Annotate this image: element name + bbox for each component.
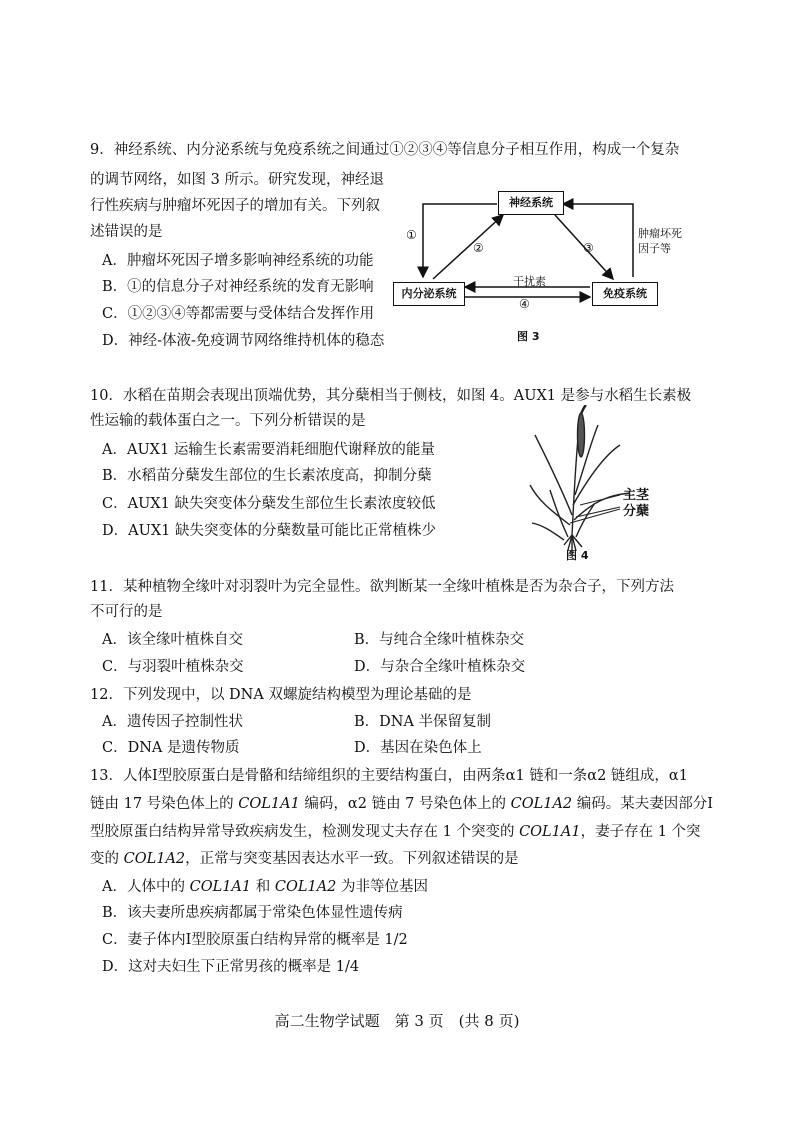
rice-plant-illustration bbox=[520, 405, 690, 565]
marker-2: ② bbox=[473, 241, 484, 255]
gene-col1a2: COL1A2 bbox=[123, 851, 186, 867]
q11-stem-line1: 11．某种植物全缘叶对羽裂叶为完全显性。欲判断某一全缘叶植株是否为杂合子，下列方法 bbox=[90, 579, 674, 595]
q9-stem-line1: 9．神经系统、内分泌系统与免疫系统之间通过①②③④等信息分子相互作用，构成一个复杂 bbox=[90, 142, 680, 158]
page-footer: 高二生物学试题 第 3 页 (共 8 页) bbox=[274, 1012, 520, 1030]
tnf-label-line2: 因子等 bbox=[638, 242, 671, 255]
tnf-label-line1: 肿瘤坏死 bbox=[638, 227, 682, 240]
nervous-system-box: 神经系统 bbox=[498, 191, 564, 215]
q10-option-c: C．AUX1 缺失突变体分蘖发生部位生长素浓度较低 bbox=[102, 496, 436, 512]
figure-3 bbox=[385, 185, 695, 350]
q11-option-b: B．与纯合全缘叶植株杂交 bbox=[354, 632, 525, 648]
figure-3-caption: 图 3 bbox=[517, 330, 540, 343]
q11-option-d: D．与杂合全缘叶植株杂交 bbox=[354, 659, 526, 675]
q10-option-b: B．水稻苗分蘖发生部位的生长素浓度高，抑制分蘖 bbox=[102, 468, 432, 484]
q10-stem-line1: 10．水稻在苗期会表现出顶端优势，其分蘖相当于侧枝，如图 4。AUX1 是参与水稻生长素极 bbox=[90, 388, 692, 404]
marker-1: ① bbox=[406, 228, 417, 242]
q12-option-d: D．基因在染色体上 bbox=[354, 740, 482, 756]
gene-col1a2: COL1A2 bbox=[274, 879, 337, 895]
q13-line2-part3: 编码。某夫妻因部分I bbox=[572, 796, 714, 812]
q9-stem-line4: 述错误的是 bbox=[90, 224, 163, 240]
immune-system-box: 免疫系统 bbox=[592, 282, 658, 306]
q9-stem-line2: 的调节网络，如图 3 所示。研究发现，神经退 bbox=[90, 172, 384, 188]
q13-option-c: C．妻子体内I型胶原蛋白结构异常的概率是 1/2 bbox=[102, 932, 408, 948]
q11-stem-line2: 不可行的是 bbox=[90, 604, 163, 620]
q11-option-a: A．该全缘叶植株自交 bbox=[102, 632, 243, 648]
q13-option-a-part3: 为非等位基因 bbox=[336, 879, 429, 895]
q10-stem-line2: 性运输的载体蛋白之一。下列分析错误的是 bbox=[90, 413, 366, 429]
q13-line3-part1: 型胶原蛋白结构异常导致疾病发生，检测发现丈夫存在 1 个突变的 bbox=[90, 824, 520, 840]
figure-4 bbox=[520, 405, 690, 565]
q13-option-a-part2: 和 bbox=[251, 879, 275, 895]
q12-stem: 12．下列发现中，以 DNA 双螺旋结构模型为理论基础的是 bbox=[90, 687, 472, 703]
q12-option-c: C．DNA 是遗传物质 bbox=[102, 740, 240, 756]
gene-col1a2: COL1A2 bbox=[510, 796, 573, 812]
gene-col1a1: COL1A1 bbox=[238, 796, 300, 812]
q13-line4-part2: ，正常与突变基因表达水平一致。下列叙述错误的是 bbox=[185, 851, 519, 867]
q13-line3-part2: ，妻子存在 1 个突 bbox=[580, 824, 701, 840]
q13-stem-line4 bbox=[90, 849, 519, 869]
q10-option-a: A．AUX1 运输生长素需要消耗细胞代谢释放的能量 bbox=[102, 442, 435, 458]
q9-option-a: A．肿瘤坏死因子增多影响神经系统的功能 bbox=[102, 253, 374, 269]
figure-4-caption: 图 4 bbox=[566, 549, 589, 562]
q13-line4-part1: 变的 bbox=[90, 851, 124, 867]
interferon-label: 干扰素 bbox=[513, 275, 546, 288]
marker-3: ③ bbox=[583, 241, 594, 255]
q9-option-d: D．神经-体液-免疫调节网络维持机体的稳态 bbox=[102, 333, 385, 349]
gene-col1a1: COL1A1 bbox=[189, 879, 252, 895]
q13-option-a bbox=[102, 877, 428, 897]
q13-stem-line1: 13．人体I型胶原蛋白是骨骼和结缔组织的主要结构蛋白，由两条α1 链和一条α2 链组成，α1 bbox=[90, 768, 688, 784]
q13-option-b: B．该夫妻所患疾病都属于常染色体显性遗传病 bbox=[102, 905, 403, 921]
q12-option-b: B．DNA 半保留复制 bbox=[354, 714, 492, 730]
q9-option-c: C．①②③④等都需要与受体结合发挥作用 bbox=[102, 306, 375, 322]
q12-option-a: A．遗传因子控制性状 bbox=[102, 714, 243, 730]
tiller-label: 分蘖 bbox=[623, 504, 650, 519]
q13-option-a-part1: A．人体中的 bbox=[102, 879, 190, 895]
q9-option-b: B．①的信息分子对神经系统的发育无影响 bbox=[102, 279, 374, 295]
main-stem-label: 主茎 bbox=[623, 488, 650, 503]
gene-col1a1: COL1A1 bbox=[519, 824, 581, 840]
q13-stem-line3 bbox=[90, 822, 701, 842]
q13-stem-line2 bbox=[90, 794, 713, 814]
q9-stem-line3: 行性疾病与肿瘤坏死因子的增加有关。下列叙 bbox=[90, 198, 380, 214]
q13-option-d: D．这对夫妇生下正常男孩的概率是 1/4 bbox=[102, 959, 360, 975]
q11-option-c: C．与羽裂叶植株杂交 bbox=[102, 659, 244, 675]
q13-line2-part1: 链由 17 号染色体上的 bbox=[90, 796, 239, 812]
marker-4: ④ bbox=[519, 297, 530, 311]
q13-line2-part2: 编码，α2 链由 7 号染色体上的 bbox=[299, 796, 511, 812]
endocrine-system-box: 内分泌系统 bbox=[393, 282, 465, 306]
q10-option-d: D．AUX1 缺失突变体的分蘖数量可能比正常植株少 bbox=[102, 523, 436, 539]
